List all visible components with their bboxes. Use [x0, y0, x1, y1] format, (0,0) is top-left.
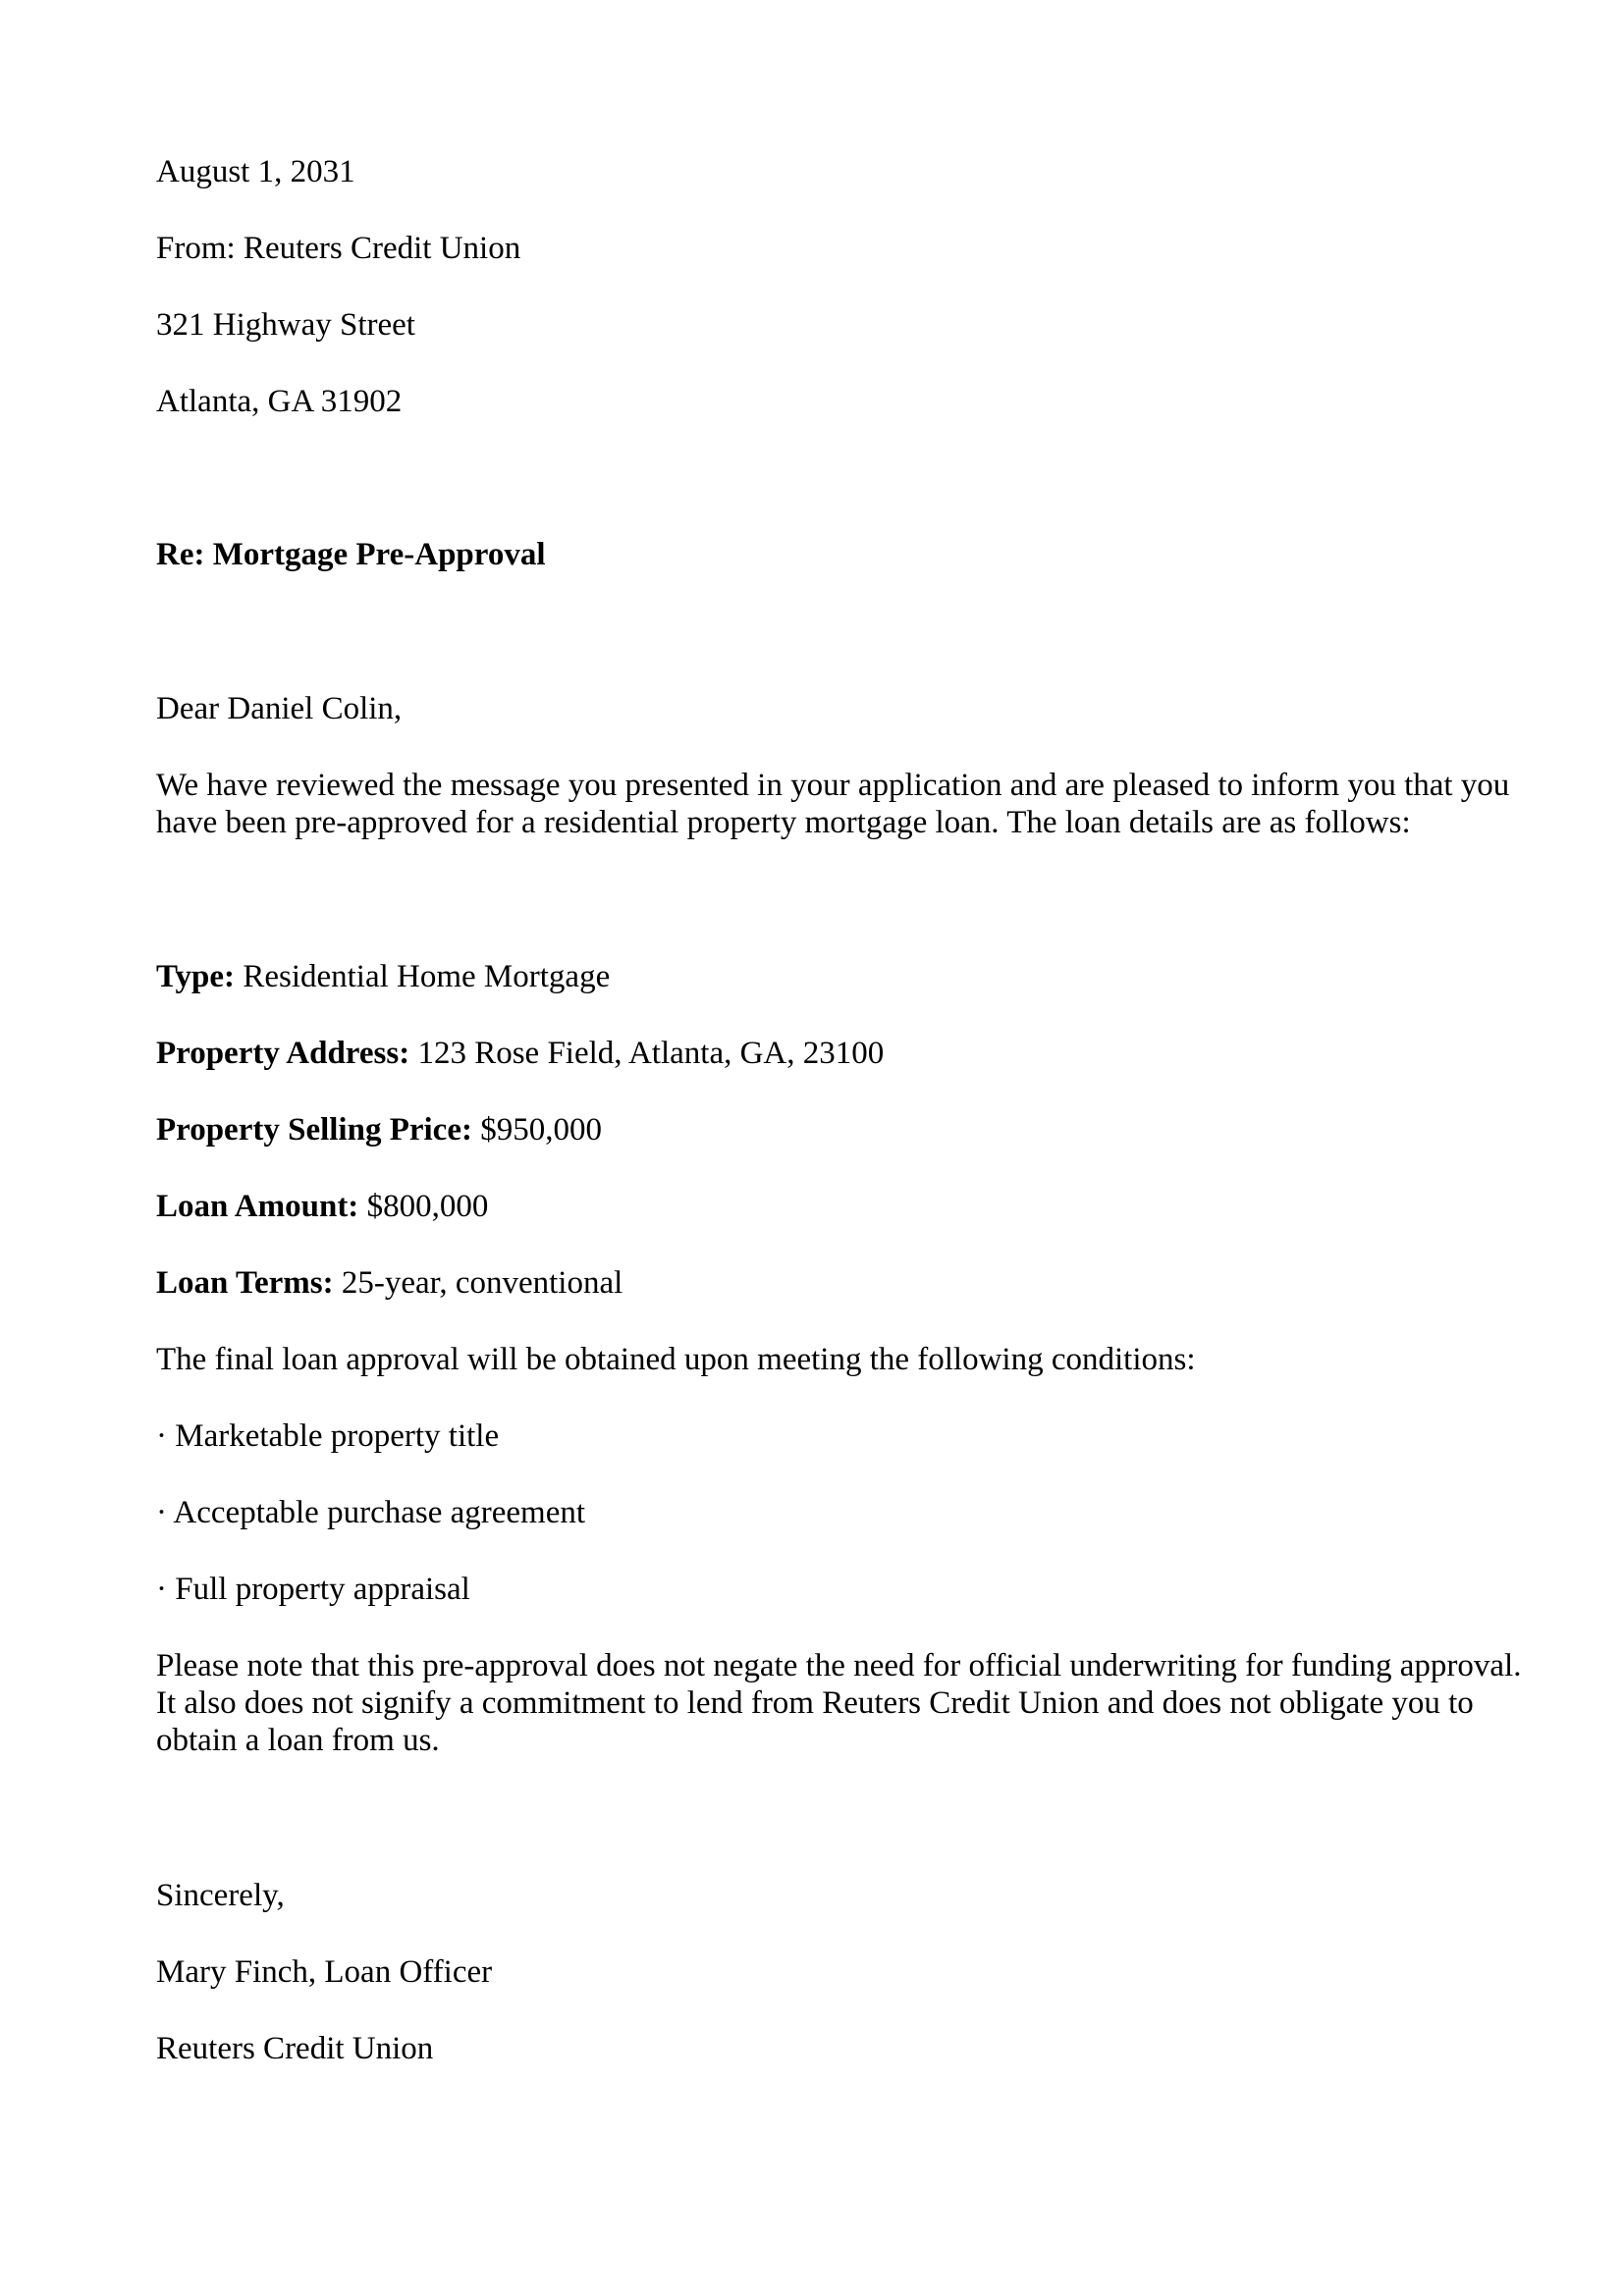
condition-text: Acceptable purchase agreement — [167, 1495, 586, 1530]
signer-organization: Reuters Credit Union — [156, 2031, 434, 2066]
condition-text: Marketable property title — [167, 1418, 500, 1454]
condition-text: Full property appraisal — [167, 1572, 470, 1607]
detail-type-value: Residential Home Mortgage — [235, 959, 611, 994]
bullet-icon: · — [156, 1572, 167, 1607]
bullet-icon: · — [156, 1418, 167, 1454]
salutation: Dear Daniel Colin, — [156, 691, 403, 726]
sender-line: From: Reuters Credit Union — [156, 231, 521, 266]
intro-line-2: have been pre-approved for a residential property mortgage loan. The loan details are as follows: — [156, 805, 1411, 840]
detail-type-label: Type: — [156, 959, 236, 994]
signer-name: Mary Finch, Loan Officer — [156, 1954, 493, 1990]
condition-item — [156, 1417, 1550, 1455]
note-paragraph — [156, 1647, 1560, 1759]
detail-property-address-label: Property Address: — [156, 1036, 410, 1071]
detail-property-address — [156, 1035, 1550, 1072]
intro-line-1: We have reviewed the message you presented in your application and are pleased to inform you that you — [156, 768, 1510, 803]
detail-selling-price-value: $950,000 — [471, 1112, 602, 1148]
note-line-1: Please note that this pre-approval does not negate the need for official underwriting for funding approval. — [156, 1648, 1522, 1683]
letter-date: August 1, 2031 — [156, 154, 355, 189]
note-line-3: obtain a loan from us. — [156, 1723, 440, 1758]
condition-item — [156, 1494, 1550, 1531]
subject-line: Re: Mortgage Pre-Approval — [156, 537, 546, 572]
sender-address-street: 321 Highway Street — [156, 307, 415, 343]
detail-loan-terms — [156, 1264, 1550, 1302]
valediction: Sincerely, — [156, 1878, 285, 1913]
detail-loan-terms-value: 25-year, conventional — [333, 1265, 623, 1301]
conditions-intro: The final loan approval will be obtained upon meeting the following conditions: — [156, 1342, 1196, 1377]
intro-paragraph — [156, 767, 1560, 841]
detail-selling-price-label: Property Selling Price: — [156, 1112, 472, 1148]
detail-loan-amount — [156, 1188, 1550, 1225]
detail-loan-amount-value: $800,000 — [358, 1189, 489, 1224]
bullet-icon: · — [156, 1495, 167, 1530]
detail-property-address-value: 123 Rose Field, Atlanta, GA, 23100 — [409, 1036, 885, 1071]
detail-loan-terms-label: Loan Terms: — [156, 1265, 334, 1301]
sender-address-city: Atlanta, GA 31902 — [156, 384, 403, 419]
condition-item — [156, 1571, 1550, 1608]
detail-loan-amount-label: Loan Amount: — [156, 1189, 359, 1224]
note-line-2: It also does not signify a commitment to lend from Reuters Credit Union and does not obligate you to — [156, 1685, 1474, 1721]
detail-type — [156, 958, 1550, 995]
detail-selling-price — [156, 1111, 1550, 1148]
